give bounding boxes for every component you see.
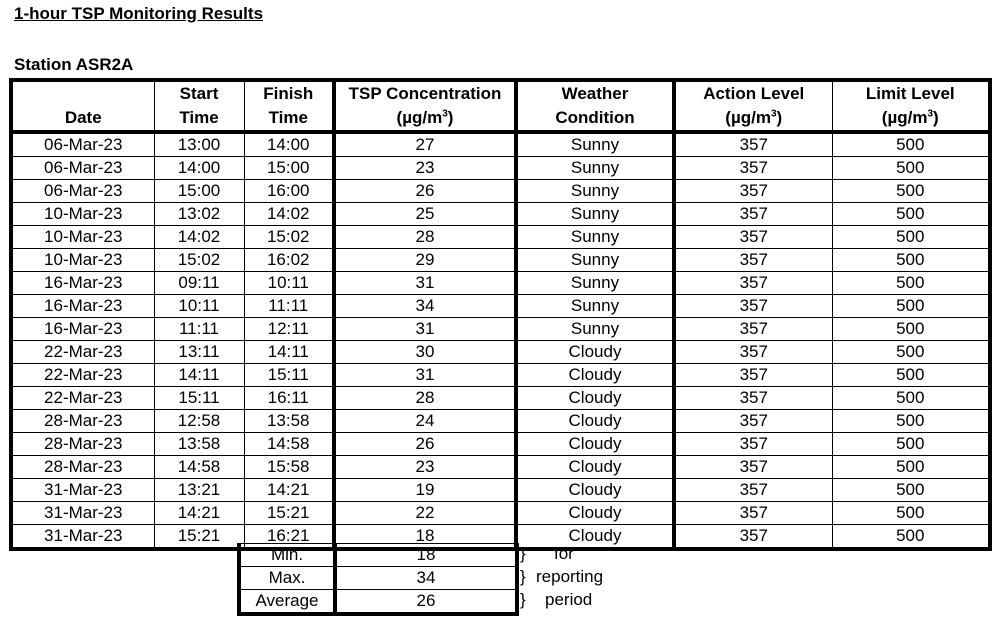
cell-start-time: 09:11 — [154, 272, 244, 295]
summary-value: 26 — [335, 590, 517, 615]
cell-date: 28-Mar-23 — [11, 433, 154, 456]
cell-tsp: 28 — [334, 387, 516, 410]
tsp-results-table — [9, 78, 992, 551]
cell-start-time: 15:21 — [154, 525, 244, 550]
cell-action-level: 357 — [674, 502, 832, 525]
cell-finish-time: 13:58 — [244, 410, 334, 433]
table-row — [11, 479, 990, 502]
cell-tsp: 23 — [334, 456, 516, 479]
cell-action-level: 357 — [674, 157, 832, 180]
cell-date: 10-Mar-23 — [11, 203, 154, 226]
cell-finish-time: 14:58 — [244, 433, 334, 456]
cell-weather: Cloudy — [516, 387, 674, 410]
col-header-limit-level: Limit Level $(\mu g/m^3)$ — [832, 80, 990, 132]
cell-action-level: 357 — [674, 479, 832, 502]
cell-action-level: 357 — [674, 249, 832, 272]
cell-action-level: 357 — [674, 272, 832, 295]
col-header-finish-time: Finish Time — [244, 80, 334, 132]
table-header-row — [11, 80, 990, 132]
table-row — [11, 456, 990, 479]
cell-date: 10-Mar-23 — [11, 249, 154, 272]
col-header-weather: Weather Condition — [516, 80, 674, 132]
brace-mark: } — [520, 590, 526, 609]
table-row — [11, 502, 990, 525]
cell-limit-level: 500 — [832, 525, 990, 550]
cell-date: 22-Mar-23 — [11, 341, 154, 364]
cell-start-time: 13:02 — [154, 203, 244, 226]
summary-label: Average — [239, 590, 335, 615]
cell-finish-time: 15:58 — [244, 456, 334, 479]
cell-limit-level: 500 — [832, 132, 990, 157]
table-row — [11, 132, 990, 157]
cell-limit-level: 500 — [832, 226, 990, 249]
cell-action-level: 357 — [674, 387, 832, 410]
cell-start-time: 10:11 — [154, 295, 244, 318]
cell-action-level: 357 — [674, 433, 832, 456]
cell-tsp: 18 — [334, 525, 516, 550]
cell-tsp: 24 — [334, 410, 516, 433]
cell-start-time: 13:21 — [154, 479, 244, 502]
cell-limit-level: 500 — [832, 364, 990, 387]
cell-limit-level: 500 — [832, 502, 990, 525]
cell-date: 28-Mar-23 — [11, 410, 154, 433]
cell-finish-time: 16:00 — [244, 180, 334, 203]
cell-weather: Cloudy — [516, 364, 674, 387]
cell-finish-time: 15:02 — [244, 226, 334, 249]
cell-date: 06-Mar-23 — [11, 180, 154, 203]
cell-weather: Sunny — [516, 132, 674, 157]
cell-date: 31-Mar-23 — [11, 479, 154, 502]
cell-date: 28-Mar-23 — [11, 456, 154, 479]
cell-tsp: 31 — [334, 272, 516, 295]
cell-start-time: 14:00 — [154, 157, 244, 180]
cell-tsp: 34 — [334, 295, 516, 318]
cell-action-level: 357 — [674, 341, 832, 364]
cell-weather: Sunny — [516, 226, 674, 249]
col-header-start-time: Start Time — [154, 80, 244, 132]
cell-finish-time: 15:11 — [244, 364, 334, 387]
note-text: for — [554, 544, 574, 563]
cell-start-time: 14:11 — [154, 364, 244, 387]
cell-tsp: 27 — [334, 132, 516, 157]
table-row — [11, 410, 990, 433]
cell-action-level: 357 — [674, 410, 832, 433]
summary-row — [239, 567, 517, 590]
cell-weather: Sunny — [516, 295, 674, 318]
summary-row — [239, 590, 517, 615]
cell-start-time: 13:00 — [154, 132, 244, 157]
cell-start-time: 15:11 — [154, 387, 244, 410]
cell-limit-level: 500 — [832, 157, 990, 180]
summary-note — [520, 589, 592, 611]
table-row — [11, 180, 990, 203]
cell-finish-time: 16:21 — [244, 525, 334, 550]
cell-weather: Cloudy — [516, 456, 674, 479]
cell-finish-time: 14:02 — [244, 203, 334, 226]
table-row — [11, 387, 990, 410]
cell-weather: Sunny — [516, 272, 674, 295]
cell-limit-level: 500 — [832, 433, 990, 456]
cell-start-time: 14:58 — [154, 456, 244, 479]
cell-tsp: 25 — [334, 203, 516, 226]
cell-date: 22-Mar-23 — [11, 364, 154, 387]
cell-date: 16-Mar-23 — [11, 295, 154, 318]
col-header-date: Date — [11, 80, 154, 132]
cell-date: 31-Mar-23 — [11, 502, 154, 525]
cell-limit-level: 500 — [832, 180, 990, 203]
cell-finish-time: 14:21 — [244, 479, 334, 502]
cell-limit-level: 500 — [832, 272, 990, 295]
brace-mark: } — [520, 544, 526, 563]
cell-start-time: 15:00 — [154, 180, 244, 203]
cell-weather: Cloudy — [516, 341, 674, 364]
table-row — [11, 433, 990, 456]
cell-tsp: 26 — [334, 433, 516, 456]
cell-finish-time: 11:11 — [244, 295, 334, 318]
cell-action-level: 357 — [674, 318, 832, 341]
cell-finish-time: 15:21 — [244, 502, 334, 525]
cell-finish-time: 10:11 — [244, 272, 334, 295]
cell-limit-level: 500 — [832, 249, 990, 272]
cell-weather: Cloudy — [516, 502, 674, 525]
table-row — [11, 249, 990, 272]
table-row — [11, 341, 990, 364]
cell-finish-time: 15:00 — [244, 157, 334, 180]
table-row — [11, 157, 990, 180]
cell-action-level: 357 — [674, 295, 832, 318]
cell-action-level: 357 — [674, 525, 832, 550]
station-label: Station ASR2A — [14, 55, 134, 74]
cell-action-level: 357 — [674, 203, 832, 226]
cell-tsp: 31 — [334, 364, 516, 387]
col-header-action-level: Action Level $(\mu g/m^3)$ — [674, 80, 832, 132]
cell-action-level: 357 — [674, 226, 832, 249]
cell-limit-level: 500 — [832, 341, 990, 364]
cell-date: 06-Mar-23 — [11, 132, 154, 157]
cell-start-time: 12:58 — [154, 410, 244, 433]
cell-start-time: 14:02 — [154, 226, 244, 249]
table-row — [11, 272, 990, 295]
cell-weather: Sunny — [516, 249, 674, 272]
cell-start-time: 11:11 — [154, 318, 244, 341]
note-text: period — [545, 590, 593, 609]
table-row — [11, 203, 990, 226]
cell-date: 10-Mar-23 — [11, 226, 154, 249]
cell-tsp: 23 — [334, 157, 516, 180]
cell-limit-level: 500 — [832, 479, 990, 502]
summary-value: 18 — [335, 544, 517, 567]
note-text: reporting — [536, 567, 604, 586]
cell-start-time: 15:02 — [154, 249, 244, 272]
cell-tsp: 31 — [334, 318, 516, 341]
cell-limit-level: 500 — [832, 318, 990, 341]
table-row — [11, 295, 990, 318]
table-row — [11, 318, 990, 341]
cell-finish-time: 16:11 — [244, 387, 334, 410]
cell-date: 16-Mar-23 — [11, 318, 154, 341]
brace-mark: } — [520, 567, 526, 586]
cell-date: 22-Mar-23 — [11, 387, 154, 410]
cell-tsp: 30 — [334, 341, 516, 364]
cell-date: 06-Mar-23 — [11, 157, 154, 180]
cell-finish-time: 14:00 — [244, 132, 334, 157]
col-header-tsp: TSP Concentration $(\mu g/m^3)$ — [334, 80, 516, 132]
cell-tsp: 22 — [334, 502, 516, 525]
cell-tsp: 28 — [334, 226, 516, 249]
cell-finish-time: 12:11 — [244, 318, 334, 341]
summary-label: Min. — [239, 544, 335, 567]
cell-action-level: 357 — [674, 180, 832, 203]
cell-weather: Sunny — [516, 318, 674, 341]
summary-note — [520, 566, 603, 588]
summary-value: 34 — [335, 567, 517, 590]
cell-start-time: 13:58 — [154, 433, 244, 456]
summary-row — [239, 544, 517, 567]
cell-tsp: 19 — [334, 479, 516, 502]
summary-note — [520, 543, 574, 565]
cell-limit-level: 500 — [832, 295, 990, 318]
cell-weather: Sunny — [516, 180, 674, 203]
cell-start-time: 13:11 — [154, 341, 244, 364]
cell-finish-time: 16:02 — [244, 249, 334, 272]
cell-limit-level: 500 — [832, 203, 990, 226]
summary-label: Max. — [239, 567, 335, 590]
table-row — [11, 226, 990, 249]
cell-weather: Cloudy — [516, 525, 674, 550]
cell-weather: Sunny — [516, 203, 674, 226]
cell-limit-level: 500 — [832, 387, 990, 410]
cell-action-level: 357 — [674, 364, 832, 387]
cell-weather: Cloudy — [516, 410, 674, 433]
cell-limit-level: 500 — [832, 410, 990, 433]
table-row — [11, 364, 990, 387]
cell-date: 16-Mar-23 — [11, 272, 154, 295]
cell-weather: Cloudy — [516, 479, 674, 502]
cell-start-time: 14:21 — [154, 502, 244, 525]
cell-limit-level: 500 — [832, 456, 990, 479]
cell-tsp: 26 — [334, 180, 516, 203]
cell-finish-time: 14:11 — [244, 341, 334, 364]
cell-action-level: 357 — [674, 132, 832, 157]
cell-weather: Sunny — [516, 157, 674, 180]
cell-tsp: 29 — [334, 249, 516, 272]
cell-weather: Cloudy — [516, 433, 674, 456]
cell-action-level: 357 — [674, 456, 832, 479]
cell-date: 31-Mar-23 — [11, 525, 154, 550]
page-title: 1-hour TSP Monitoring Results — [14, 4, 264, 23]
summary-table — [237, 543, 519, 616]
